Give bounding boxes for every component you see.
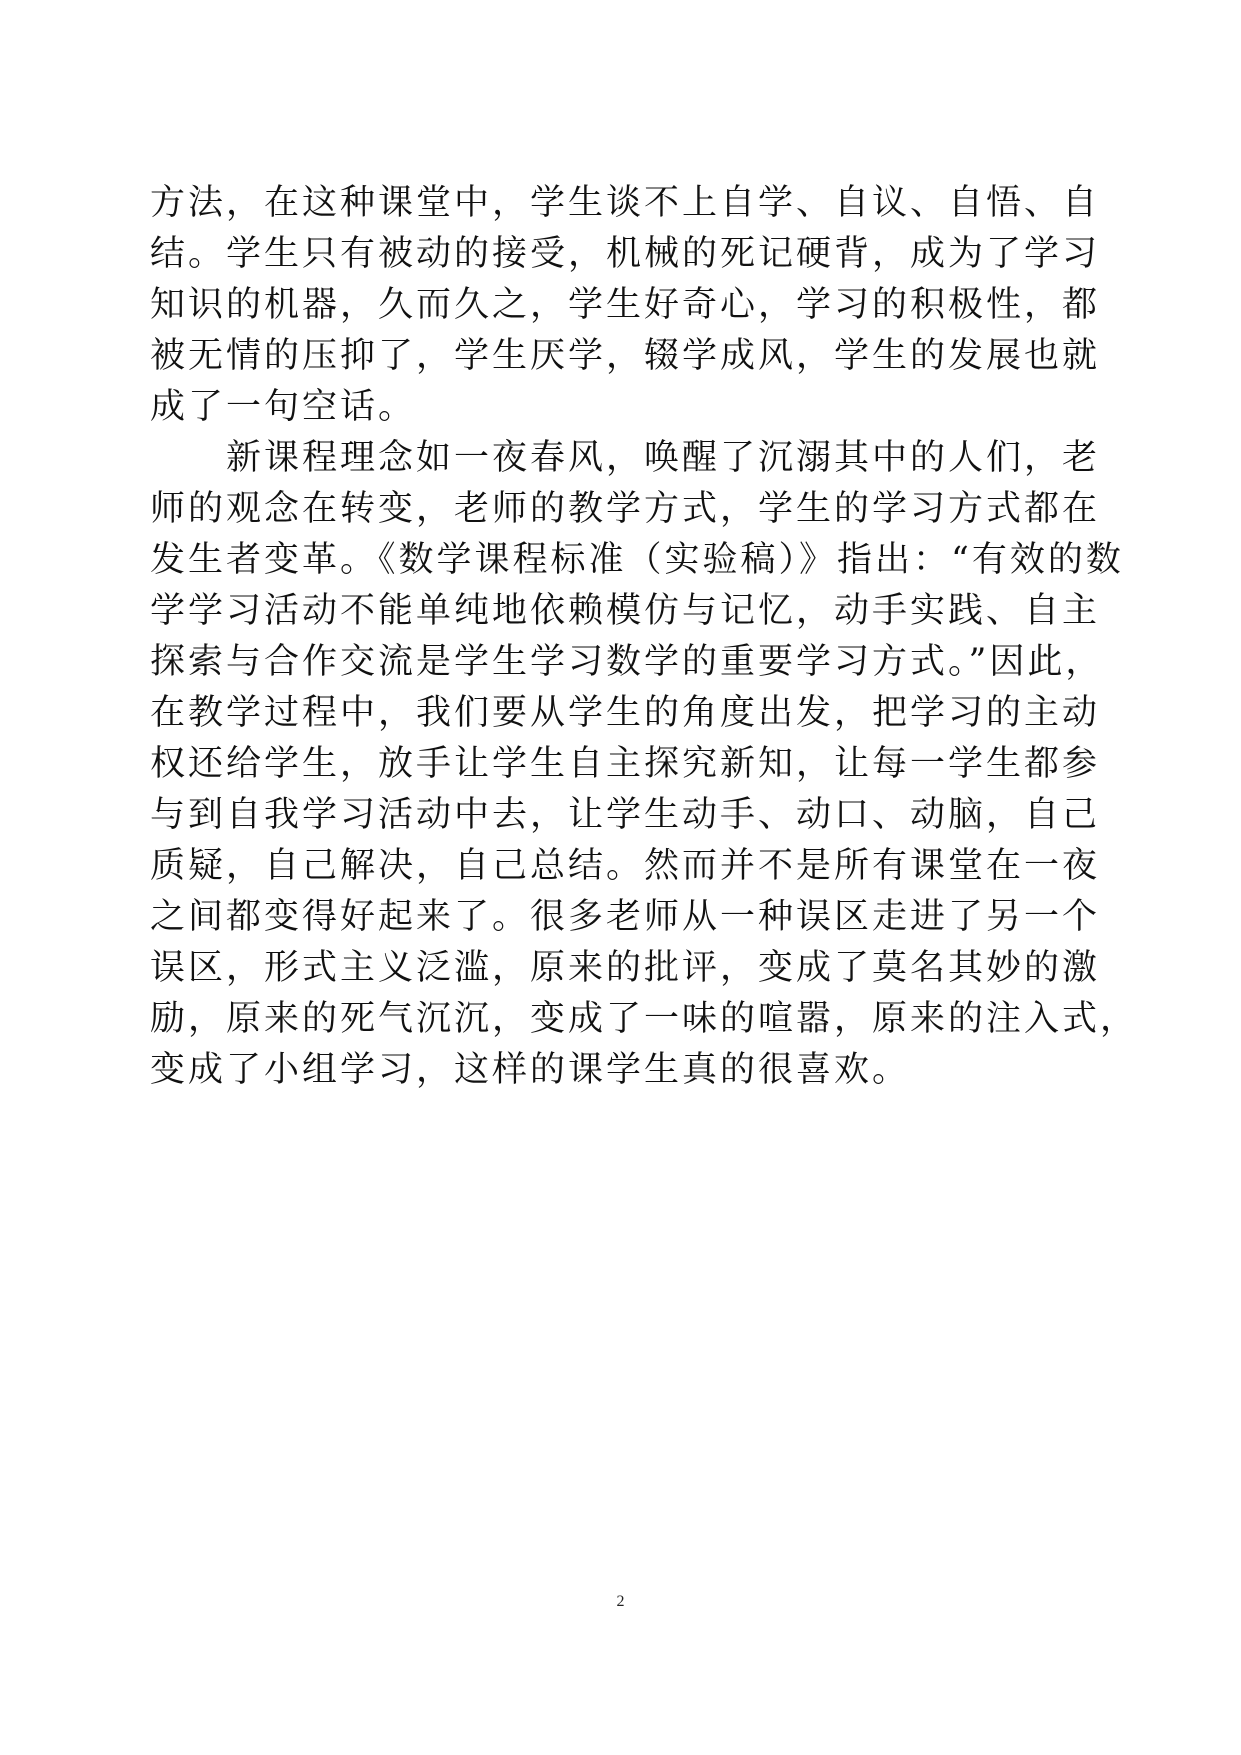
text-line: 探索与合作交流是学生学习数学的重要学习方式。”因此， [150, 642, 1104, 682]
text-line: 质疑，自己解决，自己总结。然而并不是所有课堂在一夜 [150, 846, 1101, 886]
text-line: 之间都变得好起来了。很多老师从一种误区走进了另一个 [150, 897, 1101, 937]
text-line: 结。学生只有被动的接受，机械的死记硬背，成为了学习 [150, 234, 1101, 274]
page-number: 2 [616, 1593, 625, 1610]
text-line: 与到自我学习活动中去，让学生动手、动口、动脑，自己 [150, 795, 1101, 835]
text-line: 师的观念在转变，老师的教学方式，学生的学习方式都在 [150, 489, 1101, 529]
text-line: 被无情的压抑了，学生厌学，辍学成风，学生的发展也就 [150, 336, 1101, 376]
text-line: 新课程理念如一夜春风，唤醒了沉溺其中的人们，老 [150, 438, 1101, 478]
text-line: 发生者变革。《数学课程标准（实验稿）》指出：“有效的数 [150, 540, 1124, 580]
text-line: 变成了小组学习，这样的课学生真的很喜欢。 [150, 1050, 911, 1090]
text-line: 知识的机器，久而久之，学生好奇心，学习的积极性，都 [150, 285, 1101, 325]
text-line: 权还给学生，放手让学生自主探究新知，让每一学生都参 [150, 744, 1101, 784]
text-line: 学学习活动不能单纯地依赖模仿与记忆，动手实践、自主 [150, 591, 1101, 631]
text-line: 方法，在这种课堂中，学生谈不上自学、自议、自悟、自 [150, 183, 1101, 223]
text-line: 成了一句空话。 [150, 387, 417, 427]
body-text [150, 178, 1139, 1096]
text-line: 励，原来的死气沉沉，变成了一味的喧嚣，原来的注入式， [150, 999, 1139, 1039]
text-line: 在教学过程中，我们要从学生的角度出发，把学习的主动 [150, 693, 1101, 733]
text-line: 误区，形式主义泛滥，原来的批评，变成了莫名其妙的激 [150, 948, 1101, 988]
